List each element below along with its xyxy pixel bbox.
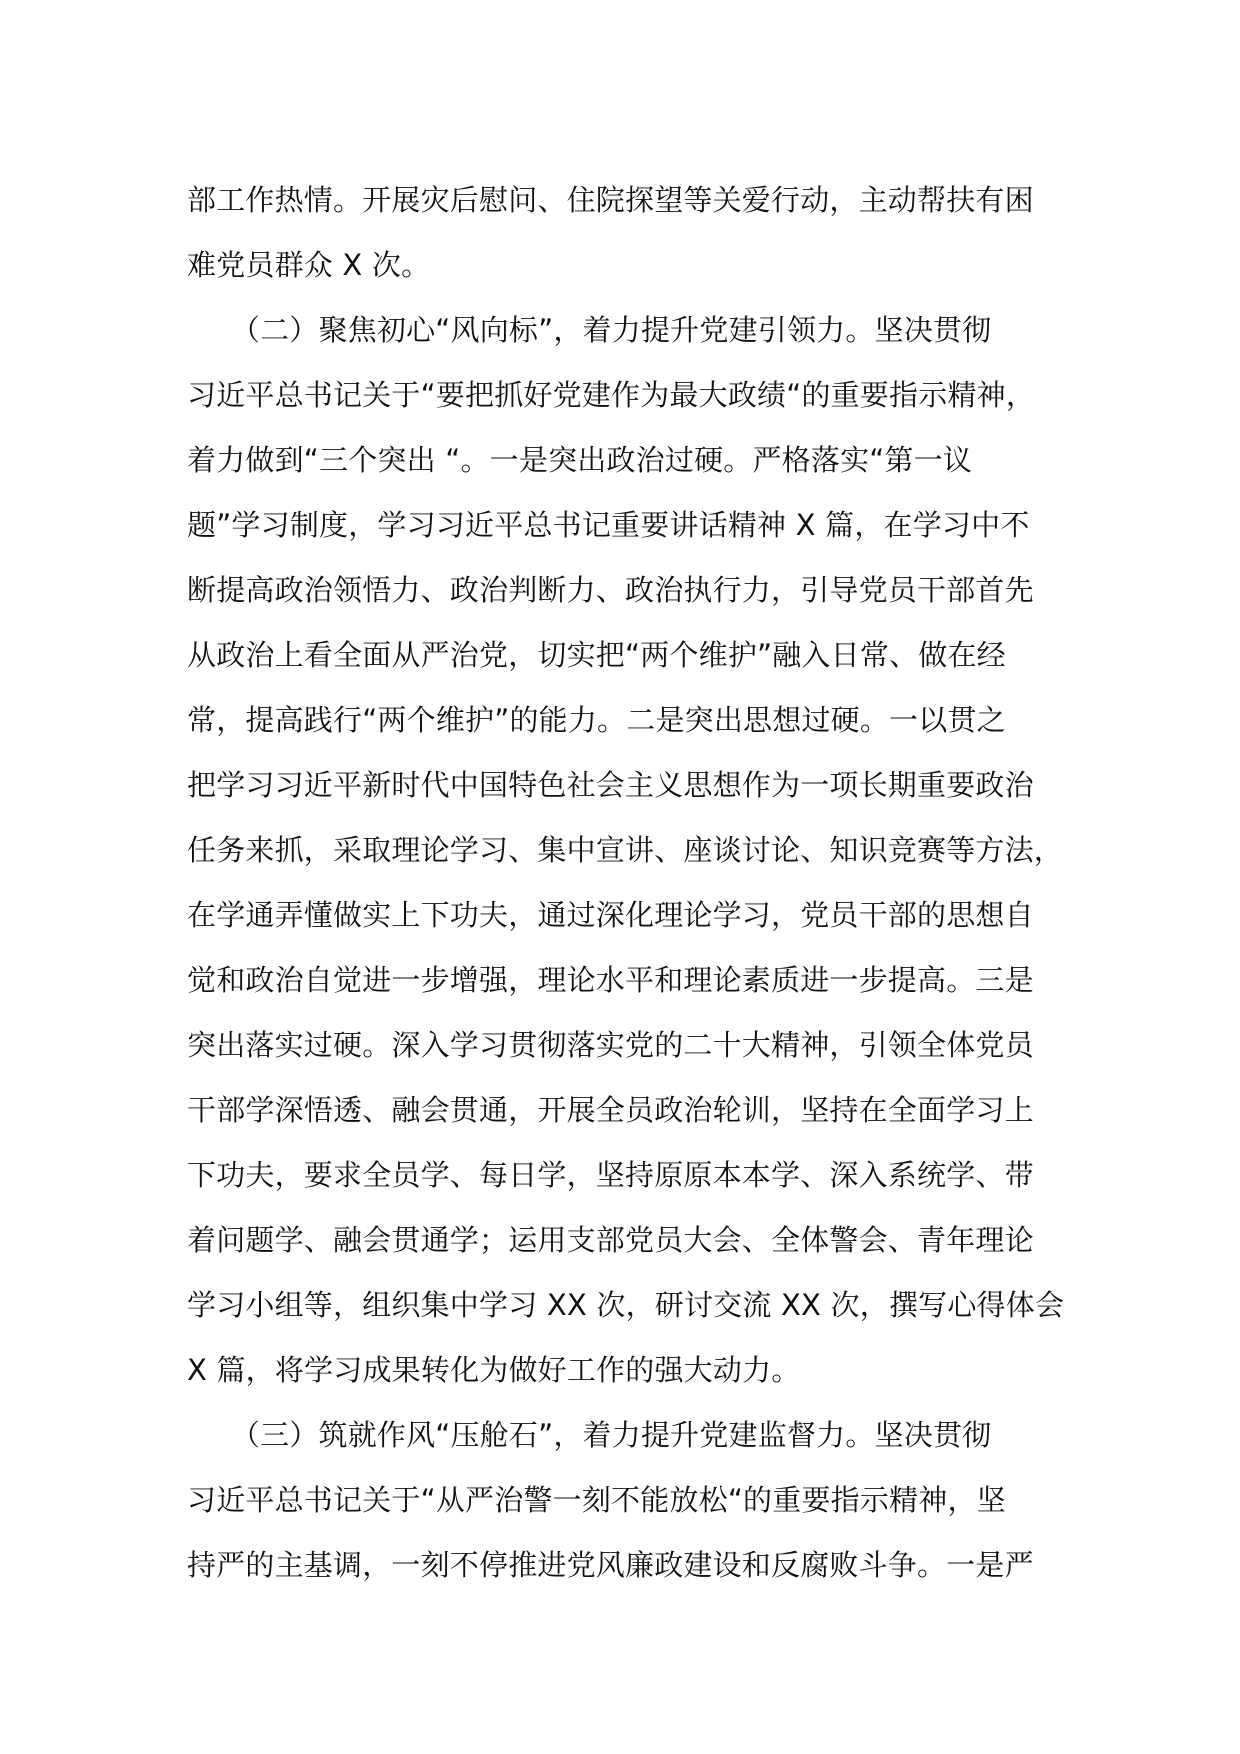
body-text <box>187 168 1067 1598</box>
text-line: 突出落实过硬。深入学习贯彻落实党的二十大精神，引领全体党员 <box>187 1028 1034 1062</box>
text-line: （二）聚焦初心“风向标”，着力提升党建引领力。坚决贯彻 <box>187 313 992 347</box>
text-line: 着力做到“三个突出 “。一是突出政治过硬。严格落实“第一议 <box>187 443 973 477</box>
text-line: 把学习习近平新时代中国特色社会主义思想作为一项长期重要政治 <box>187 768 1034 802</box>
text-line: 任务来抓，采取理论学习、集中宣讲、座谈讨论、知识竞赛等方法， <box>187 833 1064 867</box>
text-line: 常，提高践行“两个维护”的能力。二是突出思想过硬。一以贯之 <box>187 703 1006 737</box>
text-line: 干部学深悟透、融会贯通，开展全员政治轮训，坚持在全面学习上 <box>187 1093 1034 1127</box>
text-line: 学习小组等，组织集中学习 XX 次，研讨交流 XX 次，撰写心得体会 <box>187 1288 1065 1322</box>
text-line: 觉和政治自觉进一步增强，理论水平和理论素质进一步提高。三是 <box>187 963 1034 997</box>
text-line: （三）筑就作风“压舱石”，着力提升党建监督力。坚决贯彻 <box>187 1418 992 1452</box>
text-line: 持严的主基调，一刻不停推进党风廉政建设和反腐败斗争。一是严 <box>187 1548 1034 1582</box>
text-line: 部工作热情。开展灾后慰问、住院探望等关爱行动，主动帮扶有困 <box>187 183 1034 217</box>
text-line: 着问题学、融会贯通学；运用支部党员大会、全体警会、青年理论 <box>187 1223 1034 1257</box>
text-line: 从政治上看全面从严治党，切实把“两个维护”融入日常、做在经 <box>187 638 1006 672</box>
text-line: 习近平总书记关于“从严治警一刻不能放松“的重要指示精神，坚 <box>187 1483 1006 1517</box>
text-line: 在学通弄懂做实上下功夫，通过深化理论学习，党员干部的思想自 <box>187 898 1034 932</box>
text-line: 难党员群众 X 次。 <box>187 248 431 282</box>
text-line: 断提高政治领悟力、政治判断力、政治执行力，引导党员干部首先 <box>187 573 1034 607</box>
text-line: 题”学习制度，学习习近平总书记重要讲话精神 X 篇，在学习中不 <box>187 508 1030 542</box>
text-line: 下功夫，要求全员学、每日学，坚持原原本本学、深入系统学、带 <box>187 1158 1034 1192</box>
text-line: 习近平总书记关于“要把抓好党建作为最大政绩“的重要指示精神， <box>187 378 1036 412</box>
text-line: X 篇，将学习成果转化为做好工作的强大动力。 <box>187 1353 801 1387</box>
